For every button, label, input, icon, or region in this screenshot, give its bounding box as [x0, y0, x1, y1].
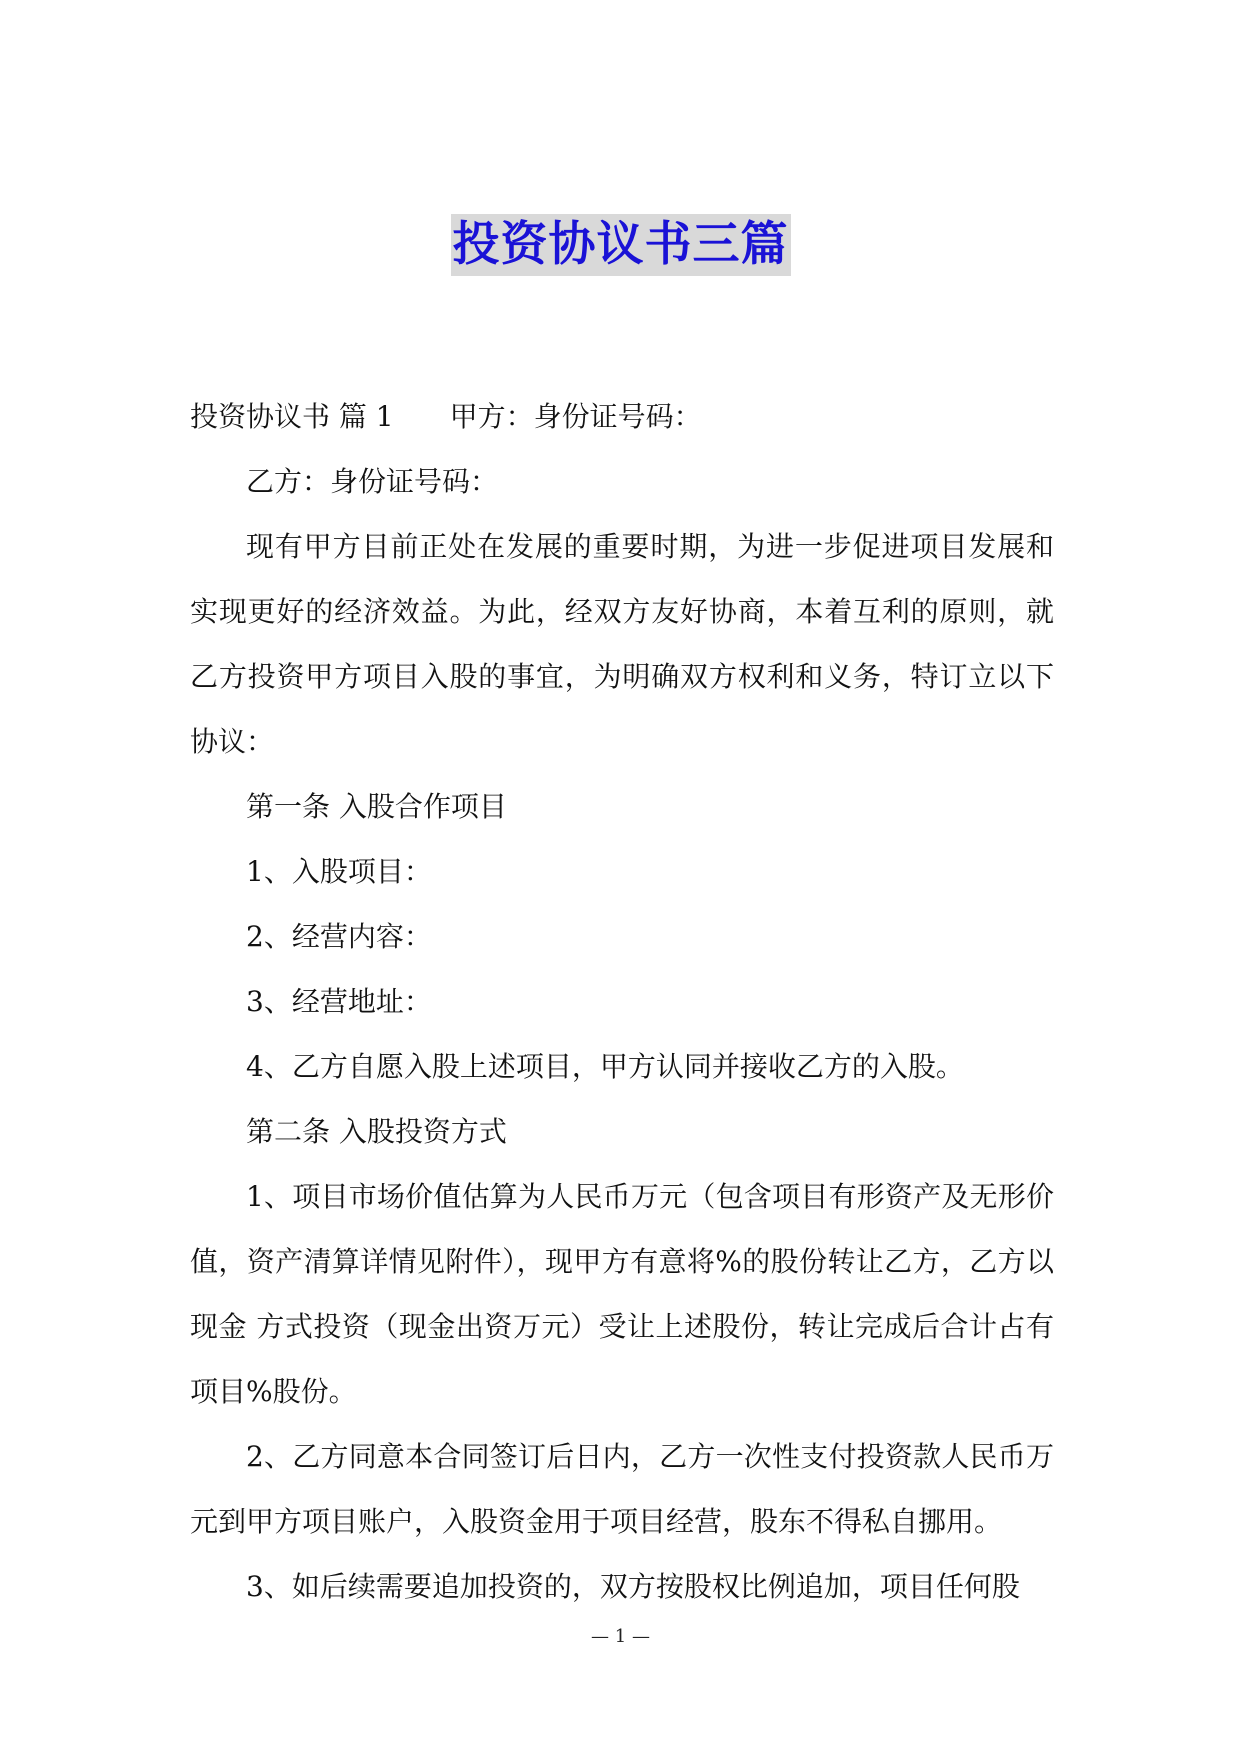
party-b-id-line: 乙方：身份证号码：: [246, 465, 499, 498]
section-heading: 投资协议书 篇 1: [190, 400, 394, 433]
document-title: 投资协议书三篇: [451, 214, 791, 276]
intro-paragraph: 现有甲方目前正处在发展的重要时期，为进一步促进项目发展和实现更好的经济效益。为此，经双方友好协商，本着互利的原则，就乙方投资甲方项目入股的事宜，为明确双方权利和义务，特订立以下协议：: [190, 530, 1054, 758]
title-container: [0, 214, 1241, 276]
article-1-item-1: 1、入股项目：: [246, 855, 432, 888]
article-1-item-4: 4、乙方自愿入股上述项目，甲方认同并接收乙方的入股。: [246, 1050, 964, 1083]
article-2-item-3: 3、如后续需要追加投资的，双方按股权比例追加，项目任何股: [246, 1570, 1020, 1603]
article-1-item-2: 2、经营内容：: [246, 920, 432, 953]
page-number: — 1 —: [591, 1626, 650, 1647]
article-1-heading: 第一条 入股合作项目: [246, 790, 507, 823]
article-2-item-1: 1、项目市场价值估算为人民币万元（包含项目有形资产及无形价值，资产清算详情见附件），现甲方有意将%的股份转让乙方，乙方以现金 方式投资（现金出资万元）受让上述股份，转让完成后合计占有项目%股份。: [190, 1180, 1054, 1408]
first-line: [190, 384, 1054, 449]
article-2-heading: 第二条 入股投资方式: [246, 1115, 507, 1148]
document-body: [190, 384, 1054, 1619]
article-1-item-3: 3、经营地址：: [246, 985, 432, 1018]
party-a-id-line: 甲方：身份证号码：: [449, 400, 702, 433]
article-2-item-2: 2、乙方同意本合同签订后日内，乙方一次性支付投资款人民币万元到甲方项目账户，入股资金用于项目经营，股东不得私自挪用。: [190, 1440, 1054, 1538]
